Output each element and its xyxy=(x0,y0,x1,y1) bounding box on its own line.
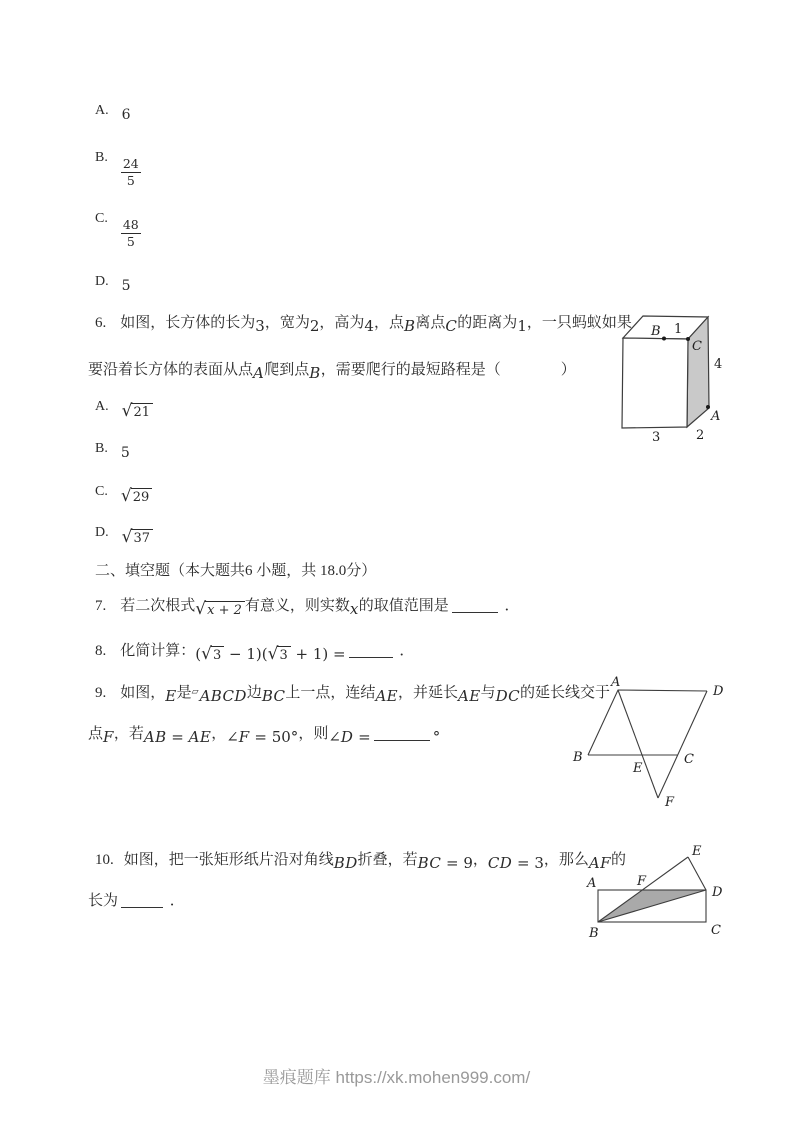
option-label: B. xyxy=(95,150,108,165)
cuboid-figure xyxy=(612,308,727,443)
label-C: C xyxy=(711,923,721,938)
question-10-line-1 xyxy=(95,848,626,872)
question-text: 长为 ． xyxy=(88,893,185,909)
option-row-q6-a xyxy=(95,399,153,421)
question-number: 9. xyxy=(95,685,107,701)
label-E: E xyxy=(633,761,643,776)
line-DCF xyxy=(658,691,707,798)
question-9-line-2 xyxy=(88,722,441,746)
question-text: 要沿着长方体的表面从点A爬到点B，需要爬行的最短路程是（ ） xyxy=(88,362,576,382)
footer-watermark xyxy=(0,1063,793,1088)
question-number: 7. xyxy=(95,598,107,614)
option-row-pre-a xyxy=(95,103,131,123)
option-value: 6 xyxy=(121,107,131,123)
label-A: A xyxy=(711,409,721,424)
option-label: A. xyxy=(95,103,109,118)
label-A: A xyxy=(611,675,621,690)
question-6-line-2 xyxy=(88,358,576,382)
label-B: B xyxy=(589,926,599,941)
label-D: D xyxy=(712,885,723,900)
option-label: C. xyxy=(95,211,108,226)
label-F: F xyxy=(637,874,647,889)
question-number: 6. xyxy=(95,315,107,331)
option-value: 5 xyxy=(120,445,130,461)
option-label: B. xyxy=(95,441,108,456)
question-10-line-2 xyxy=(88,889,185,910)
option-label: D. xyxy=(95,274,109,289)
option-label: A. xyxy=(95,399,109,414)
section-2-header xyxy=(95,559,376,580)
option-row-pre-c xyxy=(95,211,141,250)
option-row-pre-d xyxy=(95,274,131,294)
label-3: 3 xyxy=(652,430,661,443)
label-E: E xyxy=(692,844,702,859)
label-C: C xyxy=(684,752,694,767)
option-value: $\frac{48}{5}$ xyxy=(122,217,139,250)
point-A-dot xyxy=(706,405,710,409)
label-B: B xyxy=(651,324,661,339)
edge-ED xyxy=(688,857,706,890)
label-D: D xyxy=(713,684,724,699)
question-text: 化简计算：( √ 3 − 1)( √ 3 + 1) = ． xyxy=(120,643,415,664)
parallelogram-figure xyxy=(565,675,750,815)
question-text: 如图，E是▱ABCD边BC上一点，连结AE，并延长AE与DC的延长线交于 xyxy=(120,685,610,705)
option-row-q6-d xyxy=(95,525,153,547)
question-number: 8. xyxy=(95,643,107,659)
label-F: F xyxy=(665,795,675,810)
option-row-q6-c xyxy=(95,484,152,506)
option-row-pre-b xyxy=(95,150,141,189)
option-label: D. xyxy=(95,525,109,540)
question-text: 若二次根式 √ x + 2 有意义，则实数x的取值范围是 ． xyxy=(120,598,520,619)
cuboid-front-face xyxy=(622,338,688,428)
edges-BA-AD xyxy=(588,690,707,755)
label-2: 2 xyxy=(696,428,705,443)
point-C-dot xyxy=(686,337,690,341)
option-value: $\frac{24}{5}$ xyxy=(122,156,139,189)
question-9-line-1 xyxy=(95,681,610,705)
option-value: √ 37 xyxy=(122,525,153,543)
option-value: √ 29 xyxy=(121,484,152,502)
label-4: 4 xyxy=(714,357,723,372)
folded-rectangle-figure xyxy=(585,843,730,943)
option-value: √ 21 xyxy=(122,399,153,417)
footer-text: 墨痕题库 https://xk.mohen999.com/ xyxy=(262,1068,531,1087)
question-text: 如图，把一张矩形纸片沿对角线BD折叠，若BC = 9，CD = 3，那么AF的 xyxy=(123,852,626,872)
label-B: B xyxy=(573,750,583,765)
line-AEF xyxy=(618,690,658,798)
question-7-line-1 xyxy=(95,594,520,619)
label-C: C xyxy=(692,339,702,354)
label-A: A xyxy=(587,876,597,891)
question-text: 如图，长方体的长为3，宽为2，高为4，点B离点C的距离为1，一只蚂蚁如果 xyxy=(120,315,632,335)
label-1: 1 xyxy=(674,322,683,337)
question-text: 点F，若AB = AE，∠F = 50°，则∠D = ° xyxy=(88,726,441,746)
question-6-line-1 xyxy=(95,311,632,335)
section-title: 二、填空题（本大题共6 小题，共 18.0分） xyxy=(95,563,377,579)
point-B-dot xyxy=(662,337,666,341)
option-label: C. xyxy=(95,484,108,499)
option-value: 5 xyxy=(121,278,131,294)
question-number: 10. xyxy=(95,852,114,868)
question-8-line-1 xyxy=(95,639,415,664)
option-row-q6-b xyxy=(95,441,130,461)
